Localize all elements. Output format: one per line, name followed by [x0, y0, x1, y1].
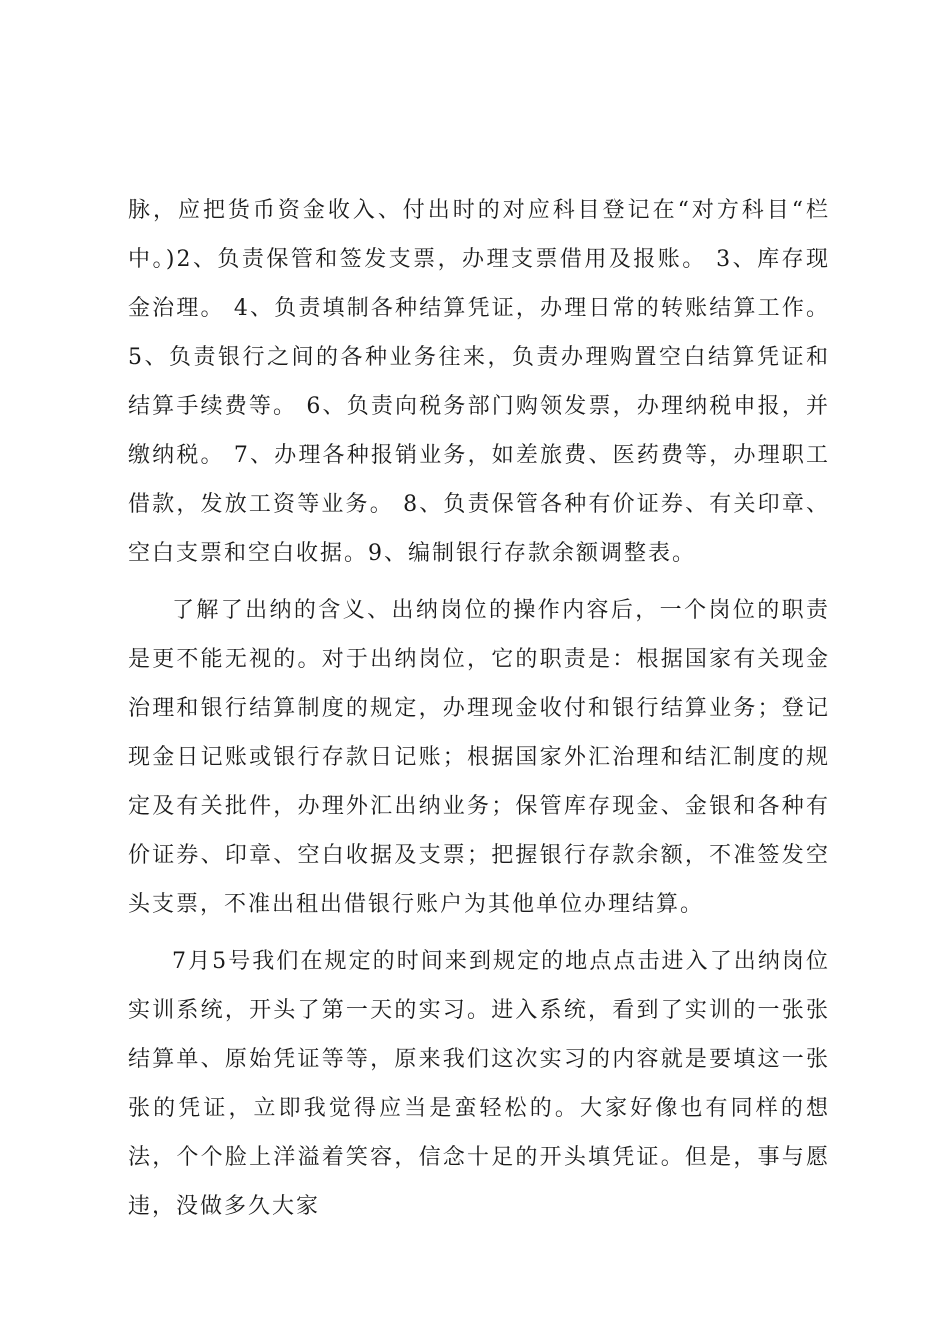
- paragraph-internship-start: 7月5号我们在规定的时间来到规定的地点点击进入了出纳岗位实训系统，开头了第一天的实习。进入系统，看到了实训的一张张结算单、原始凭证等等，原来我们这次实习的内容就是要填这一张张的凭证，立即我觉得应当是蛮轻松的。大家好像也有同样的想法，个个脸上洋溢着笑容，信念十足的开头填凭证。但是，事与愿违，没做多久大家: [128, 949, 830, 1219]
- paragraph-cashier-responsibilities: 了解了出纳的含义、出纳岗位的操作内容后，一个岗位的职责是更不能无视的。对于出纳岗位，它的职责是：根据国家有关现金治理和银行结算制度的规定，办理现金收付和银行结算业务；登记现金日记账或银行存款日记账；根据国家外汇治理和结汇制度的规定及有关批件，办理外汇出纳业务；保管库存现金、金银和各种有价证券、印章、空白收据及支票；把握银行存款余额，不准签发空头支票，不准出租出借银行账户为其他单位办理结算。: [128, 598, 830, 917]
- document-body: [128, 186, 830, 1231]
- paragraph-duties-list: 脉，应把货币资金收入、付出时的对应科目登记在“对方科目“栏中。)2、负责保管和签发支票，办理支票借用及报账。 3、库存现金治理。 4、负责填制各种结算凭证，办理日常的转账结算工作。 5、负责银行之间的各种业务往来，负责办理购置空白结算凭证和结算手续费等。 6、负责向税务部门购领发票，办理纳税申报，并缴纳税。 7、办理各种报销业务，如差旅费、医药费等，办理职工借款，发放工资等业务。 8、负责保管各种有价证券、有关印章、空白支票和空白收据。9、编制银行存款余额调整表。: [128, 198, 830, 566]
